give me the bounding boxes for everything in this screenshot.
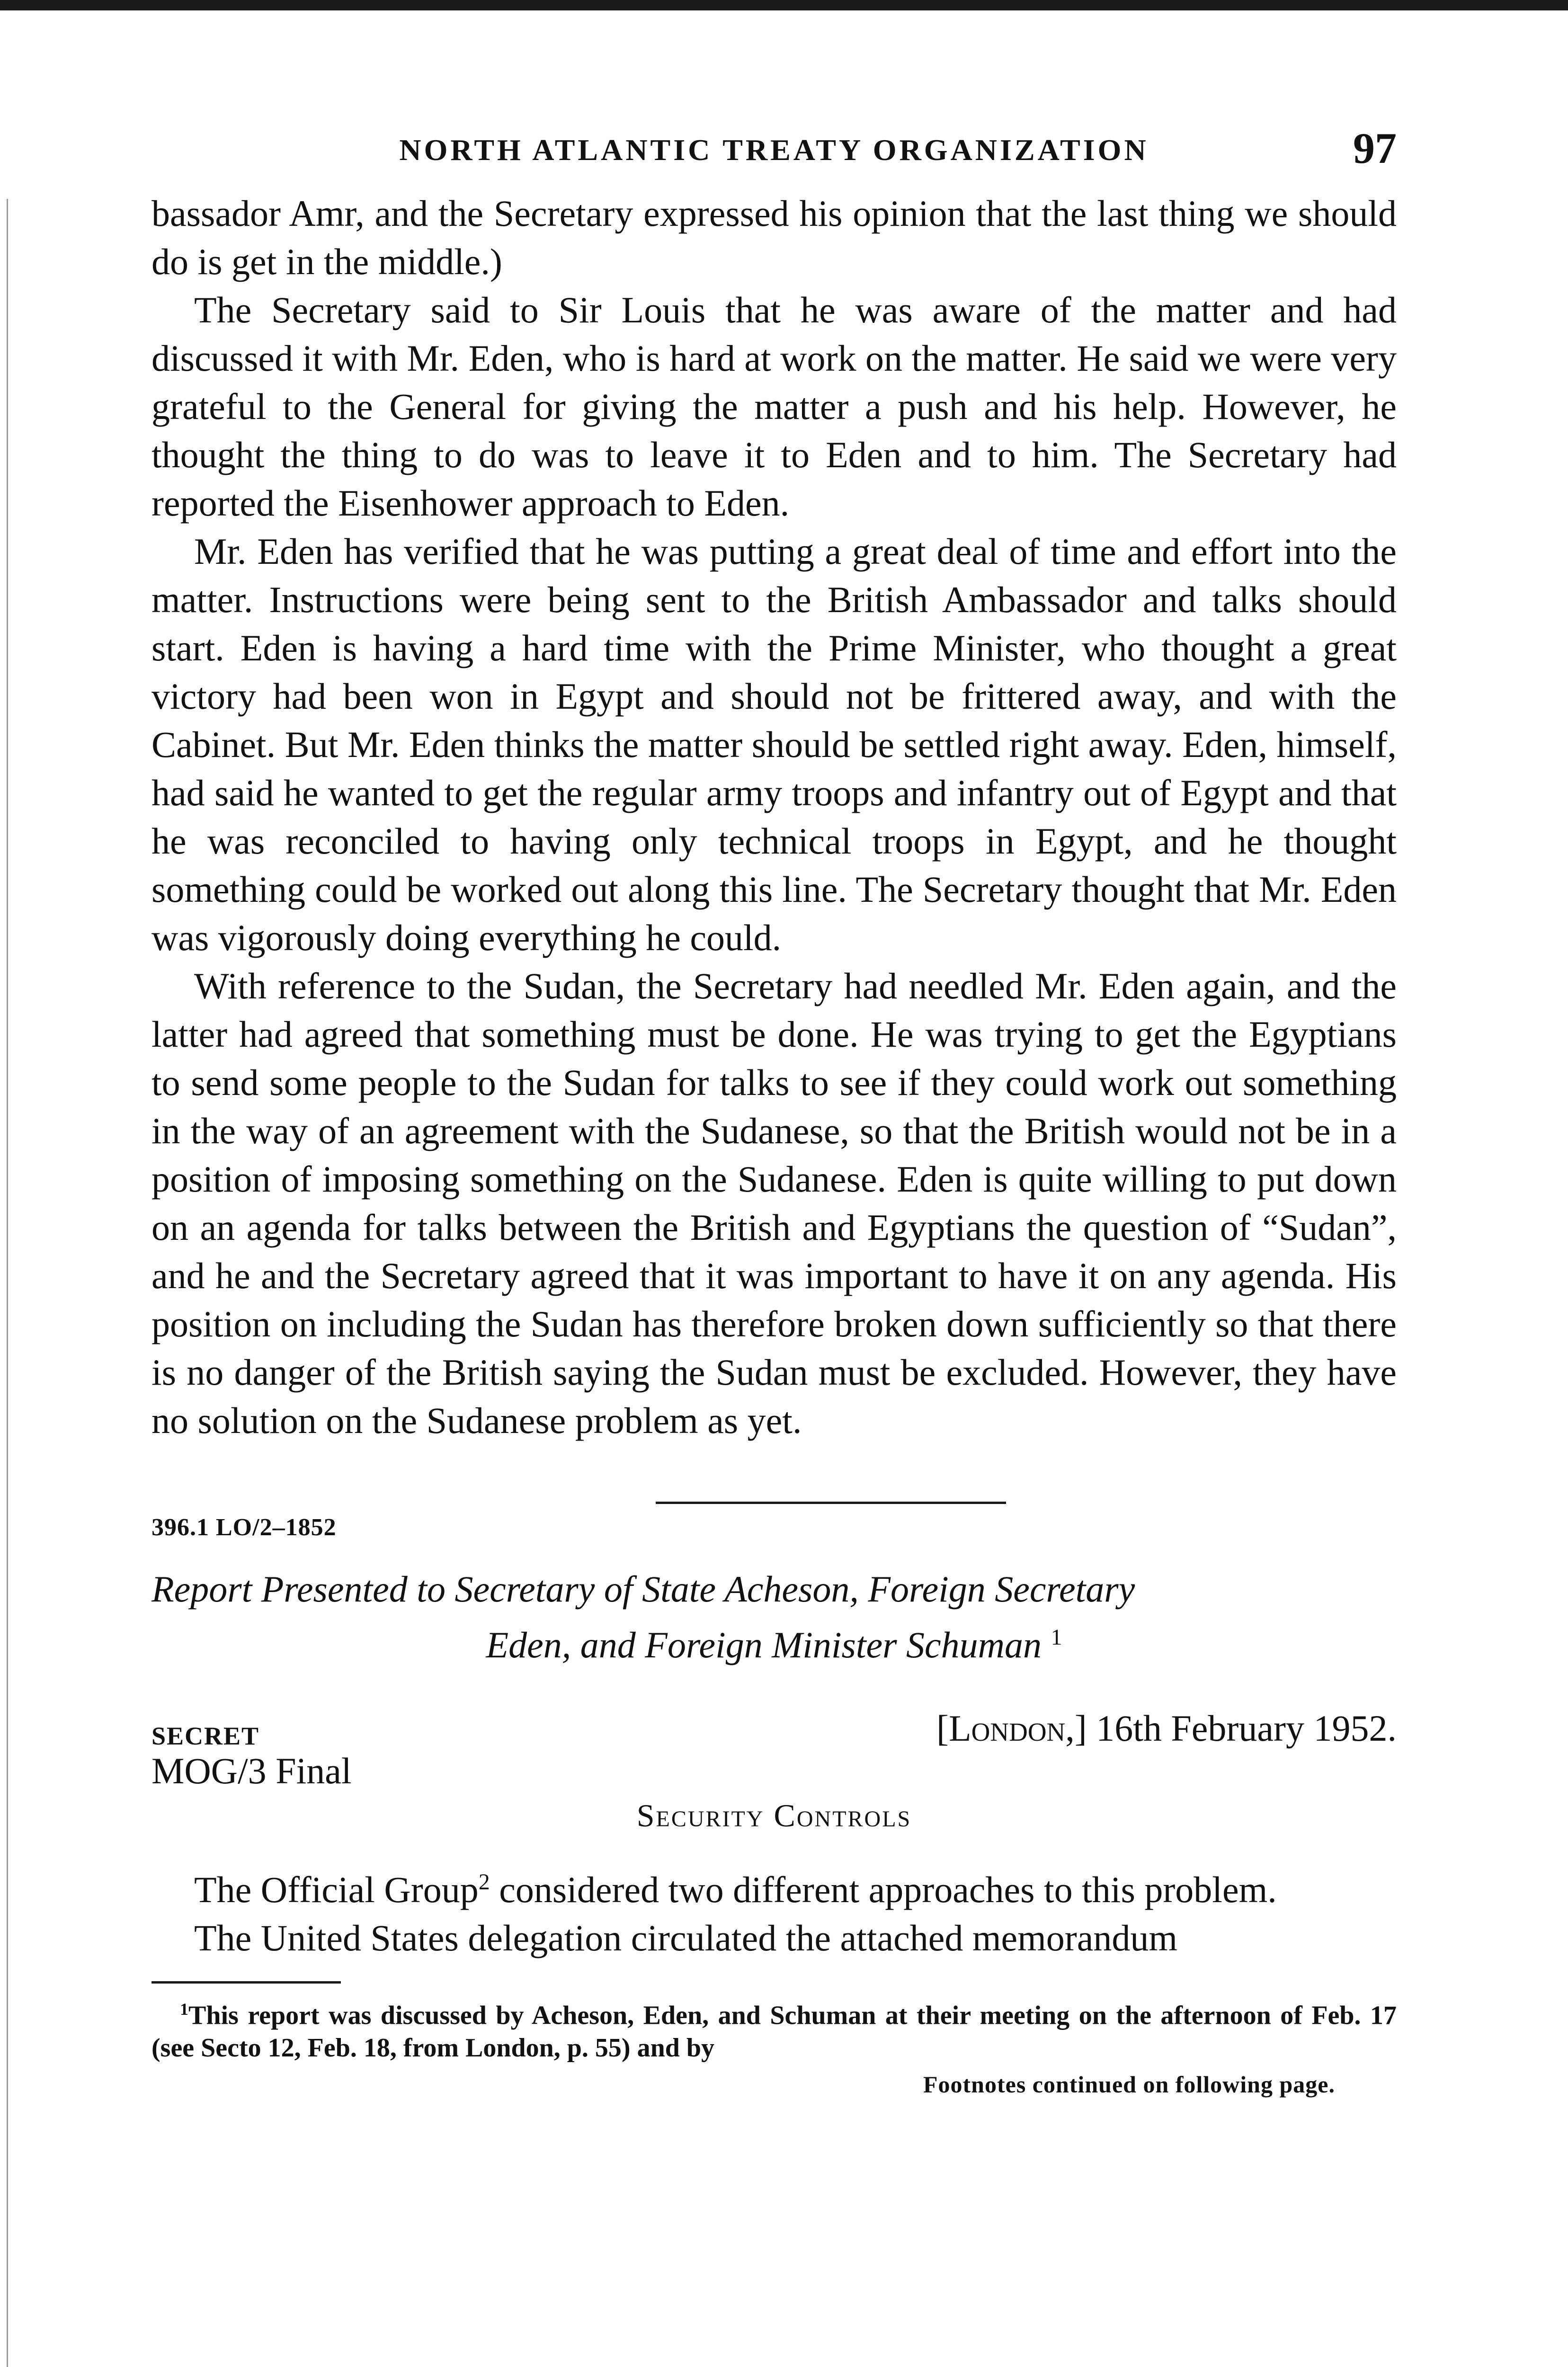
paragraph-text: considered two different approaches to this problem. [490,1869,1277,1910]
top-border-rule [0,0,1568,10]
document-page [151,118,1397,2098]
paragraph-text: The Official Group [194,1869,479,1910]
page-number: 97 [1353,124,1397,172]
paragraph-continued: bassador Amr, and the Secretary expressed his opinion that the last thing we should do is get in the middle.) [151,193,1397,282]
dateline [936,1707,1397,1750]
document-meta [151,1702,1397,1750]
section-separator [656,1502,1006,1504]
paragraph: With reference to the Sudan, the Secretary had needled Mr. Eden again, and the latter had agreed that something must be done. He was trying to get the Egyptians to send some people to the Sudan for talks to see if they could work out something in the way of an agreement with the Sudanese, so that the British would not be in a position of imposing something on the Sudanese. Eden is quite willing to put down on an agenda for talks between the British and Egyptians the question of “Sudan”, and he and the Secretary agreed that it was important to have it on any agenda. His position on including the Sudan has therefore broken down sufficiently so that there is no danger of the British saying the Sudan must be excluded. However, they have no solution on the Sudanese problem as yet. [151,965,1397,1441]
running-header [151,118,1397,175]
dateline-place: London, [949,1708,1075,1749]
document-title [151,1565,1397,1669]
classification-label: SECRET [151,1722,260,1750]
footnote-rule [151,1981,341,1984]
report-body [151,1858,1397,1962]
footnote-reference: 1 [1051,1625,1062,1650]
paragraph [151,1858,1397,1914]
file-reference: 396.1 LO/2–1852 [151,1514,337,1541]
footnote-number: 1 [180,2000,188,2019]
running-title: NORTH ATLANTIC TREATY ORGANIZATION [399,133,1149,167]
paragraph: The Secretary said to Sir Louis that he was aware of the matter and had discussed it with Mr. Eden, who is hard at work on the matter. He said we were very grateful to the General for giving the matter a push and his help. However, he thought the thing to do was to leave it to Eden and to him. The Secretary had reported the Eisenhower approach to Eden. [151,289,1397,524]
footnote-text: This report was discussed by Acheson, Eden, and Schuman at their meeting on the afternoon of Feb. 17 (see Secto 12, Feb. 18, from London, p. 55) and by [151,2001,1397,2063]
body-text [151,189,1397,1445]
footnote-reference: 2 [478,1869,490,1895]
document-number: MOG/3 Final [151,1750,352,1791]
document-title-line-2-text: Eden, and Foreign Minister Schuman [486,1624,1042,1665]
footnote [151,1993,1397,2064]
document-title-line-2 [151,1613,1397,1669]
dateline-bracket-open: [ [936,1708,949,1749]
page-edge-line [7,199,8,2367]
footnotes-continued-note: Footnotes continued on following page. [923,2071,1335,2098]
document-title-line-1: Report Presented to Secretary of State Acheson, Foreign Secretary [151,1568,1135,1610]
paragraph: The United States delegation circulated the attached memorandum [194,1917,1178,1958]
dateline-date: ] 16th February 1952. [1074,1708,1397,1749]
paragraph: Mr. Eden has verified that he was putting a great deal of time and effort into the matter. Instructions were being sent to the British Ambassador and talks should start. Eden is having a hard time with the Prime Minister, who thought a great victory had been won in Egypt and should not be frittered away, and with the Cabinet. But Mr. Eden thinks the matter should be settled right away. Eden, himself, had said he wanted to get the regular army troops and infantry out of Egypt and that he was reconciled to having only technical troops in Egypt, and he thought something could be worked out along this line. The Secretary thought that Mr. Eden was vigorously doing everything he could. [151,531,1397,958]
section-heading: Security Controls [636,1797,912,1833]
